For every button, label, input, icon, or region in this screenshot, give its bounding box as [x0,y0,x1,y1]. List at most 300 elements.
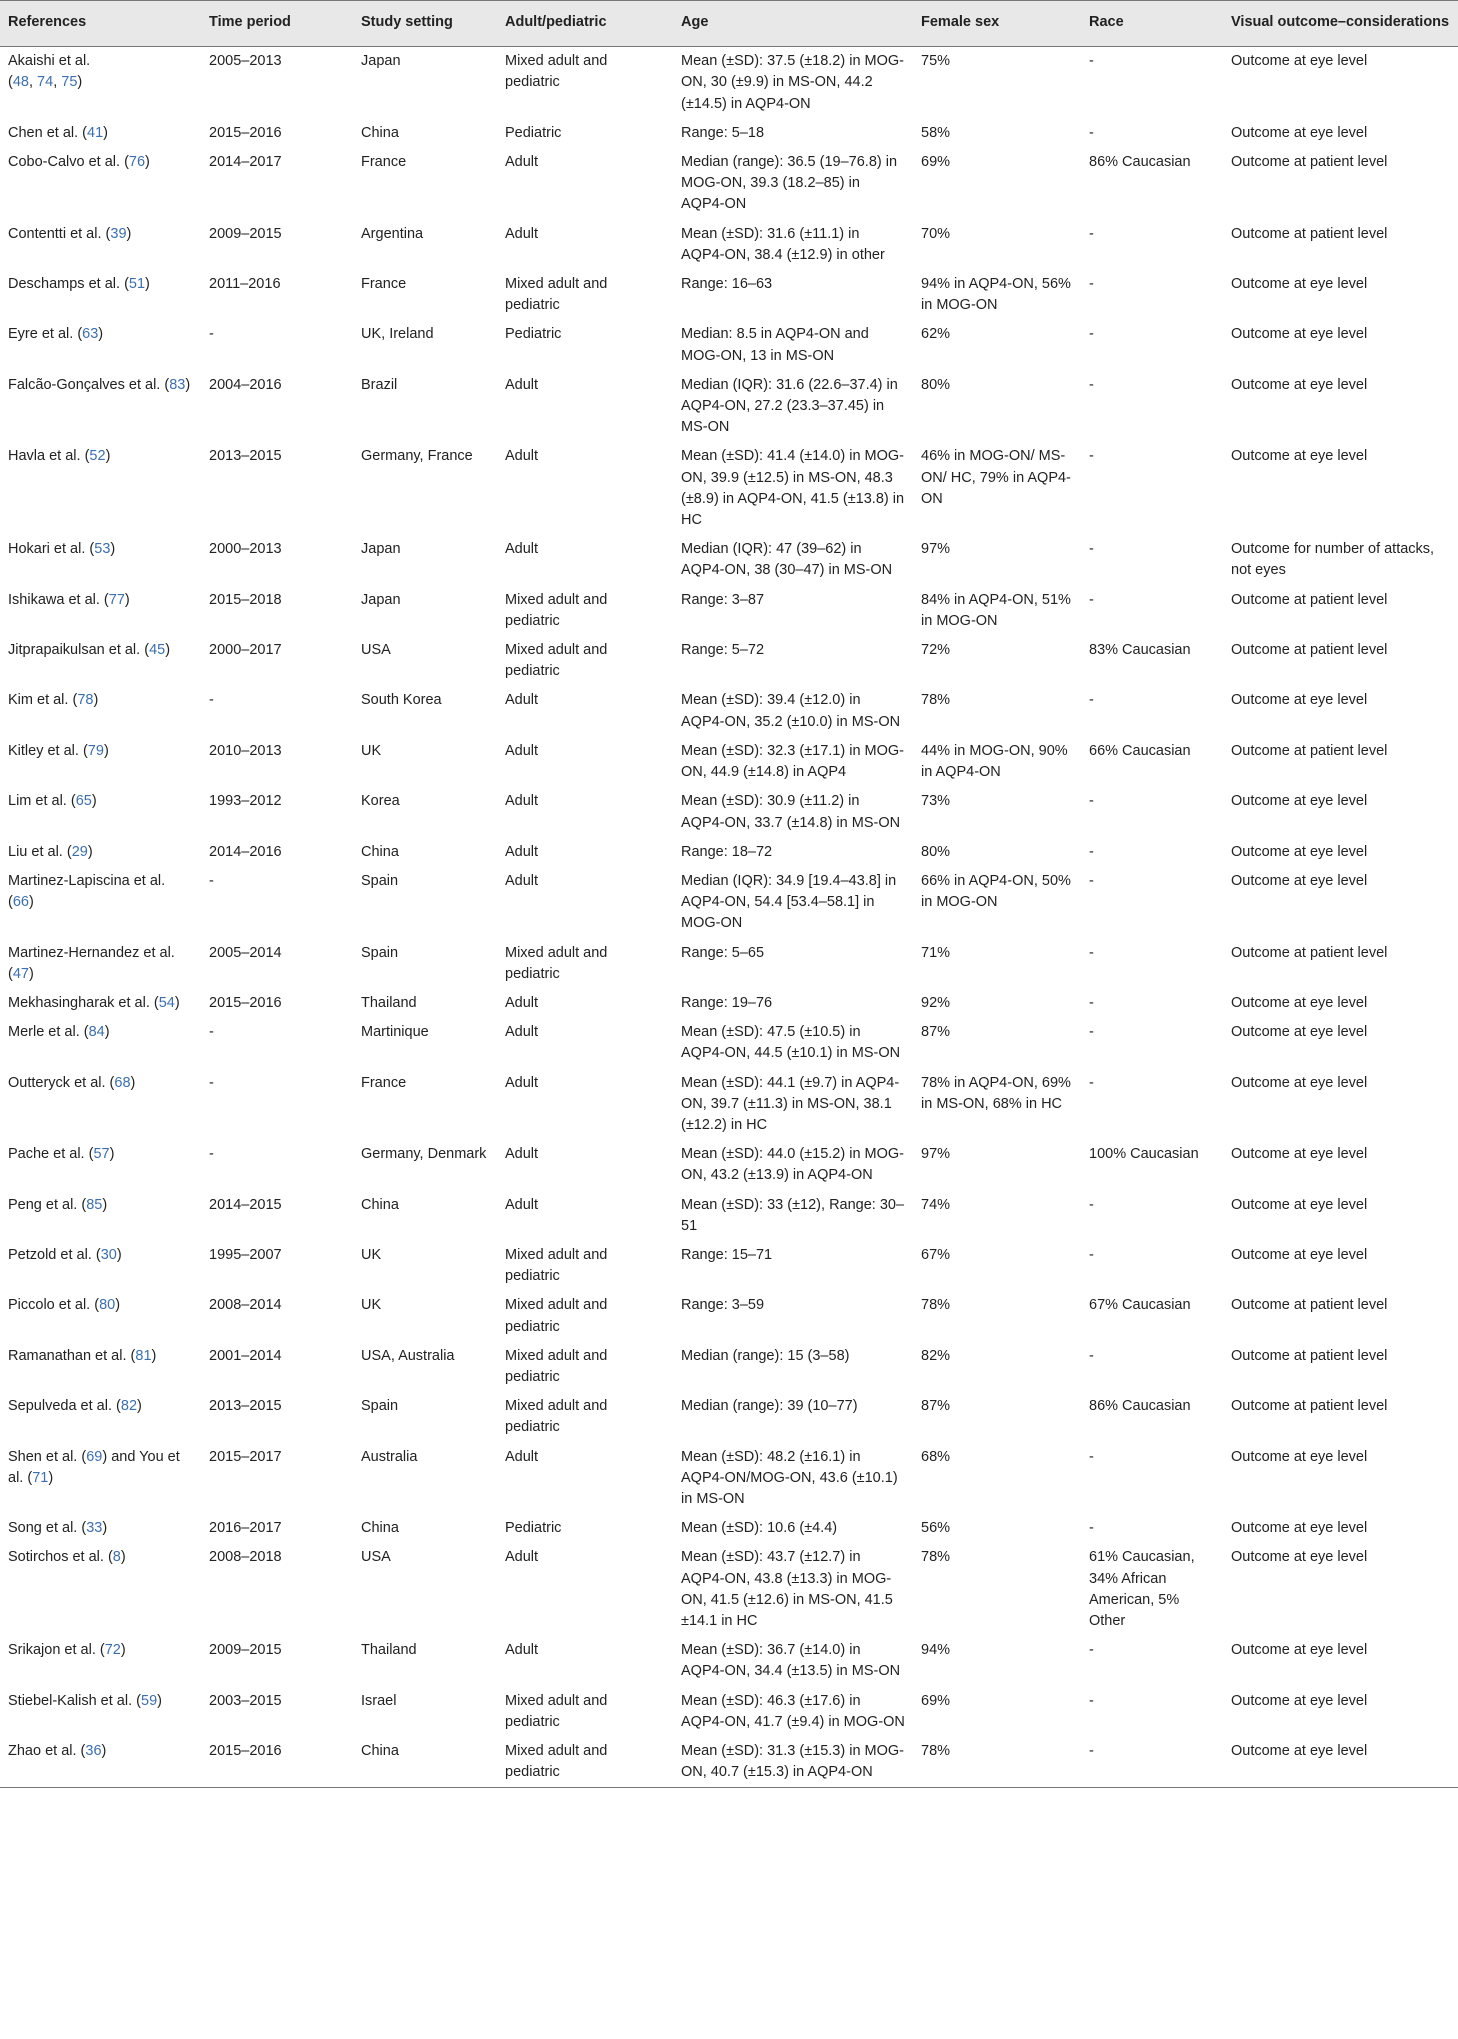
outcome-cell: Outcome at eye level [1231,124,1368,141]
study-setting-cell: Spain [361,1398,399,1415]
reference-cell: Zhao et al. (36) [8,1743,107,1760]
adult-pediatric-cell: Mixed adult and pediatric [505,1246,608,1285]
adult-pediatric-cell: Adult [505,994,539,1011]
time-period-cell: 2009–2015 [209,225,282,242]
reference-authors: Piccolo et al. [8,1297,91,1314]
female-sex-cell: 78% [921,1549,951,1566]
time-period-cell: 1995–2007 [209,1246,282,1263]
reference-authors: Ishikawa et al. [8,591,100,608]
citation-link[interactable]: 84 [88,1024,105,1041]
table-row [0,939,1458,989]
reference-cell: Kitley et al. (79) [8,742,109,759]
study-setting-cell: USA [361,642,391,659]
age-cell: Mean (±SD): 48.2 (±16.1) in AQP4-ON/MOG-ON, 43.6 (±10.1) in MS-ON [681,1448,898,1507]
citation-link[interactable]: 47 [12,965,29,982]
age-cell: Median (range): 36.5 (19–76.8) in MOG-ON, 39.3 (18.2–85) in AQP4-ON [681,154,898,213]
reference-authors: Lim et al. [8,793,67,810]
time-period-cell: 2008–2014 [209,1297,282,1314]
study-setting-cell: Brazil [361,376,398,393]
outcome-cell: Outcome at patient level [1231,944,1388,961]
outcome-cell: Outcome at patient level [1231,154,1388,171]
outcome-cell: Outcome at eye level [1231,1549,1368,1566]
reference-authors: Mekhasingharak et al. [8,994,150,1011]
table-row [0,270,1458,320]
female-sex-cell: 82% [921,1347,951,1364]
study-setting-cell: Thailand [361,994,417,1011]
table-row [0,737,1458,787]
col-header: Time period [201,1,353,47]
adult-pediatric-cell: Adult [505,225,539,242]
reference-authors: Ramanathan et al. [8,1347,127,1364]
adult-pediatric-cell: Adult [505,843,539,860]
female-sex-cell: 58% [921,124,951,141]
table-row [0,220,1458,270]
reference-cell: Peng et al. (85) [8,1196,108,1213]
reference-cell: Outteryck et al. (68) [8,1074,136,1091]
time-period-cell: 2000–2013 [209,541,282,558]
citation-link[interactable]: 63 [82,326,99,343]
study-setting-cell: UK [361,742,382,759]
race-cell: - [1089,1246,1094,1263]
race-cell: - [1089,53,1094,70]
study-setting-cell: USA [361,1549,391,1566]
table-row [0,1018,1458,1068]
outcome-cell: Outcome at eye level [1231,376,1368,393]
age-cell: Mean (±SD): 30.9 (±11.2) in AQP4-ON, 33.7 (±14.8) in MS-ON [681,793,901,831]
reference-authors: Srikajon et al. [8,1642,96,1659]
table-row [0,1241,1458,1291]
age-cell: Range: 3–59 [681,1297,765,1314]
female-sex-cell: 87% [921,1024,951,1041]
adult-pediatric-cell: Adult [505,692,539,709]
table-body [0,47,1458,1788]
female-sex-cell: 73% [921,793,951,810]
citation-link[interactable]: 85 [86,1196,103,1213]
race-cell: 100% Caucasian [1089,1146,1199,1163]
citation-link[interactable]: 81 [135,1347,152,1364]
adult-pediatric-cell: Adult [505,154,539,171]
study-setting-cell: USA, Australia [361,1347,455,1364]
outcome-cell: Outcome at eye level [1231,1743,1368,1760]
study-setting-cell: Spain [361,944,399,961]
outcome-cell: Outcome at eye level [1231,872,1368,889]
citation-link[interactable]: 8 [112,1549,121,1566]
outcome-cell: Outcome at eye level [1231,1196,1368,1213]
citation-link[interactable]: 76 [128,154,146,171]
study-setting-cell: France [361,276,407,293]
reference-cell: Sepulveda et al. (82) [8,1398,142,1415]
study-setting-cell: Germany, France [361,448,473,465]
reference-cell: Akaishi et al. (48, 74, 75) [8,53,91,91]
study-setting-cell: Japan [361,53,401,70]
age-cell: Median (IQR): 47 (39–62) in AQP4-ON, 38 (30–47) in MS-ON [681,541,893,579]
reference-cell: Song et al. (33) [8,1520,108,1537]
adult-pediatric-cell: Adult [505,872,539,889]
time-period-cell: 2015–2016 [209,124,282,141]
reference-cell: Shen et al. (69) and You et al. (71) [8,1448,180,1486]
table-row [0,1514,1458,1543]
outcome-cell: Outcome at eye level [1231,994,1368,1011]
reference-authors: Jitprapaikulsan et al. [8,642,141,659]
study-setting-cell: China [361,1196,399,1213]
reference-authors: Hokari et al. [8,541,86,558]
race-cell: - [1089,448,1094,465]
citation-link[interactable]: 45 [149,642,166,659]
adult-pediatric-cell: Adult [505,1146,539,1163]
adult-pediatric-cell: Pediatric [505,124,562,141]
outcome-cell: Outcome at eye level [1231,793,1368,810]
study-setting-cell: UK, Ireland [361,326,434,343]
table-row [0,636,1458,686]
adult-pediatric-cell: Mixed adult and pediatric [505,276,608,314]
race-cell: - [1089,225,1094,242]
table-row [0,119,1458,148]
citation-link[interactable]: 79 [87,742,104,759]
citation-link[interactable]: 51 [128,276,146,293]
adult-pediatric-cell: Adult [505,1549,539,1566]
age-cell: Range: 19–76 [681,994,773,1011]
reference-cell: Mekhasingharak et al. (54) [8,994,180,1011]
reference-authors: and You et al. [8,1448,180,1486]
race-cell: 66% Caucasian [1089,742,1191,759]
reference-cell: Chen et al. (41) [8,124,108,141]
study-setting-cell: China [361,124,399,141]
race-cell: - [1089,124,1094,141]
reference-authors: Merle et al. [8,1024,80,1041]
time-period-cell: 2014–2016 [209,843,282,860]
female-sex-cell: 80% [921,376,951,393]
table-row [0,1342,1458,1392]
female-sex-cell: 84% in AQP4-ON, 51% in MOG-ON [921,591,1071,629]
time-period-cell: 2000–2017 [209,642,282,659]
time-period-cell: 2004–2016 [209,376,282,393]
table-row [0,535,1458,585]
col-header: Female sex [913,1,1081,47]
outcome-cell: Outcome at eye level [1231,1448,1368,1465]
reference-authors: Contentti et al. [8,225,102,242]
adult-pediatric-cell: Adult [505,1196,539,1213]
age-cell: Mean (±SD): 44.0 (±15.2) in MOG-ON, 43.2 (±13.9) in AQP4-ON [681,1146,905,1184]
female-sex-cell: 97% [921,1146,951,1163]
reference-cell: Eyre et al. (63) [8,326,104,343]
race-cell: - [1089,944,1094,961]
col-header: Study setting [353,1,497,47]
reference-authors: Falcão-Gonçalves et al. [8,376,161,393]
reference-authors: Liu et al. [8,843,63,860]
header-row [0,1,1458,47]
race-cell: - [1089,1196,1094,1213]
citation-link[interactable]: 57 [93,1146,110,1163]
outcome-cell: Outcome at patient level [1231,642,1388,659]
age-cell: Mean (±SD): 39.4 (±12.0) in AQP4-ON, 35.2 (±10.0) in MS-ON [681,692,901,730]
adult-pediatric-cell: Mixed adult and pediatric [505,1398,608,1436]
time-period-cell: 2015–2016 [209,994,282,1011]
citation-link[interactable]: 41 [87,124,104,141]
reference-cell: Ishikawa et al. (77) [8,591,130,608]
reference-authors: Pache et al. [8,1146,85,1163]
reference-cell: Cobo-Calvo et al. (76) [8,154,150,171]
outcome-cell: Outcome at eye level [1231,448,1368,465]
adult-pediatric-cell: Mixed adult and pediatric [505,53,608,91]
outcome-cell: Outcome at patient level [1231,742,1388,759]
reference-authors: Song et al. [8,1520,78,1537]
age-cell: Range: 5–72 [681,642,765,659]
citation-link[interactable]: 69 [86,1448,103,1465]
female-sex-cell: 97% [921,541,951,558]
table-row [0,1443,1458,1515]
age-cell: Median (IQR): 31.6 (22.6–37.4) in AQP4-ON, 27.2 (23.3–37.45) in MS-ON [681,376,898,436]
citation-link[interactable]: 68 [114,1074,131,1091]
time-period-cell: 2016–2017 [209,1520,282,1537]
race-cell: 86% Caucasian [1089,154,1191,171]
reference-cell: Havla et al. (52) [8,448,111,465]
table-row [0,787,1458,837]
adult-pediatric-cell: Adult [505,1074,539,1091]
age-cell: Mean (±SD): 31.6 (±11.1) in AQP4-ON, 38.4 (±12.9) in other [681,225,885,263]
outcome-cell: Outcome at patient level [1231,1398,1388,1415]
race-cell: - [1089,872,1094,889]
time-period-cell: 2014–2015 [209,1196,282,1213]
outcome-cell: Outcome at patient level [1231,591,1388,608]
outcome-cell: Outcome at patient level [1231,225,1388,242]
reference-authors: Kitley et al. [8,742,79,759]
adult-pediatric-cell: Adult [505,376,539,393]
race-cell: - [1089,376,1094,393]
study-setting-cell: Argentina [361,225,424,242]
reference-cell: Jitprapaikulsan et al. (45) [8,642,171,659]
citation-link[interactable]: 71 [32,1469,49,1486]
reference-cell: Merle et al. (84) [8,1024,110,1041]
age-cell: Range: 5–65 [681,944,765,961]
female-sex-cell: 56% [921,1520,951,1537]
table-row [0,838,1458,867]
female-sex-cell: 78% in AQP4-ON, 69% in MS-ON, 68% in HC [921,1074,1071,1112]
race-cell: 61% Caucasian, 34% African American, 5% Other [1089,1549,1195,1629]
race-cell: - [1089,1448,1094,1465]
reference-cell: Hokari et al. (53) [8,541,116,558]
citation-link[interactable]: 78 [77,692,94,709]
race-cell: - [1089,1642,1094,1659]
female-sex-cell: 92% [921,994,951,1011]
citation-link[interactable]: 39 [110,225,127,242]
female-sex-cell: 94% [921,1642,951,1659]
table-row [0,867,1458,939]
female-sex-cell: 75% [921,53,951,70]
female-sex-cell: 66% in AQP4-ON, 50% in MOG-ON [921,872,1071,911]
outcome-cell: Outcome at eye level [1231,1024,1368,1041]
study-setting-cell: Martinique [361,1024,429,1041]
col-header: Visual outcome–considerations [1223,1,1458,47]
reference-authors: Havla et al. [8,448,81,465]
study-setting-cell: Israel [361,1692,397,1709]
table-header [0,1,1458,47]
citation-link[interactable]: 66 [12,894,29,911]
age-cell: Mean (±SD): 37.5 (±18.2) in MOG-ON, 30 (±9.9) in MS-ON, 44.2 (±14.5) in AQP4-ON [681,53,905,112]
study-setting-cell: Japan [361,541,401,558]
table-row [0,1291,1458,1341]
time-period-cell: - [209,692,214,709]
time-period-cell: 2010–2013 [209,742,282,759]
citation-link[interactable]: 48 [12,74,29,91]
adult-pediatric-cell: Adult [505,448,539,465]
citation-link[interactable]: 72 [104,1642,121,1659]
study-setting-cell: Korea [361,793,400,810]
outcome-cell: Outcome at eye level [1231,276,1368,293]
table-row [0,148,1458,220]
race-cell: - [1089,1074,1094,1091]
outcome-cell: Outcome at eye level [1231,326,1368,343]
reference-authors: Cobo-Calvo et al. [8,154,121,171]
reference-authors: Shen et al. [8,1448,78,1465]
table-row [0,1069,1458,1141]
citation-link[interactable]: 82 [120,1398,138,1415]
reference-cell: Petzold et al. (30) [8,1246,122,1263]
age-cell: Mean (±SD): 36.7 (±14.0) in AQP4-ON, 34.4 (±13.5) in MS-ON [681,1642,901,1680]
citation-link[interactable]: 54 [158,994,175,1011]
race-cell: 86% Caucasian [1089,1398,1191,1415]
race-cell: - [1089,1743,1094,1760]
female-sex-cell: 68% [921,1448,951,1465]
age-cell: Mean (±SD): 33 (±12), Range: 30–51 [681,1196,905,1234]
outcome-cell: Outcome at eye level [1231,1246,1368,1263]
table-row [0,1392,1458,1442]
table-row [0,686,1458,736]
reference-cell: Ramanathan et al. (81) [8,1347,157,1364]
reference-cell: Lim et al. (65) [8,793,97,810]
reference-cell: Martinez-Lapiscina et al. (66) [8,872,166,911]
outcome-cell: Outcome at eye level [1231,1146,1368,1163]
reference-cell: Martinez-Hernandez et al. (47) [8,944,175,982]
citation-link[interactable]: 36 [85,1743,102,1760]
time-period-cell: 2014–2017 [209,154,282,171]
female-sex-cell: 74% [921,1196,951,1213]
col-header: Adult/pediatric [497,1,673,47]
age-cell: Mean (±SD): 43.7 (±12.7) in AQP4-ON, 43.8 (±13.3) in MOG-ON, 41.5 (±12.6) in MS-ON, 41.5 ±14.1 in HC [681,1549,893,1629]
table-row [0,320,1458,370]
reference-authors: Stiebel-Kalish et al. [8,1692,133,1709]
age-cell: Range: 3–87 [681,591,765,608]
age-cell: Mean (±SD): 31.3 (±15.3) in MOG-ON, 40.7 (±15.3) in AQP4-ON [681,1743,905,1781]
race-cell: 83% Caucasian [1089,642,1191,659]
age-cell: Median (range): 15 (3–58) [681,1347,850,1364]
outcome-cell: Outcome at eye level [1231,1520,1368,1537]
adult-pediatric-cell: Mixed adult and pediatric [505,1347,608,1385]
age-cell: Median: 8.5 in AQP4-ON and MOG-ON, 13 in MS-ON [681,326,869,364]
citation-link[interactable]: 53 [94,541,111,558]
study-setting-cell: France [361,1074,407,1091]
race-cell: 67% Caucasian [1089,1297,1191,1314]
age-cell: Range: 18–72 [681,843,773,860]
reference-authors: Petzold et al. [8,1246,92,1263]
citation-link[interactable]: 65 [75,793,92,810]
study-setting-cell: China [361,1520,399,1537]
adult-pediatric-cell: Mixed adult and pediatric [505,642,608,680]
female-sex-cell: 78% [921,692,951,709]
time-period-cell: 2008–2018 [209,1549,282,1566]
reference-cell: Piccolo et al. (80) [8,1297,121,1314]
outcome-cell: Outcome at eye level [1231,1642,1368,1659]
citation-link[interactable]: 30 [100,1246,117,1263]
citation-link[interactable]: 83 [169,376,186,393]
outcome-cell: Outcome at eye level [1231,1692,1368,1709]
table-row [0,1191,1458,1241]
citation-link[interactable]: 75 [61,74,78,91]
citation-link[interactable]: 52 [89,448,106,465]
time-period-cell: 2013–2015 [209,448,282,465]
age-cell: Mean (±SD): 47.5 (±10.5) in AQP4-ON, 44.5 (±10.1) in MS-ON [681,1024,901,1062]
female-sex-cell: 69% [921,154,951,171]
age-cell: Range: 16–63 [681,276,773,293]
time-period-cell: - [209,872,214,889]
adult-pediatric-cell: Mixed adult and pediatric [505,944,608,982]
adult-pediatric-cell: Adult [505,541,539,558]
study-setting-cell: China [361,1743,399,1760]
outcome-cell: Outcome at eye level [1231,843,1368,860]
reference-cell: Liu et al. (29) [8,843,93,860]
age-cell: Mean (±SD): 10.6 (±4.4) [681,1520,838,1537]
reference-authors: Martinez-Lapiscina et al. [8,872,166,889]
study-setting-cell: Germany, Denmark [361,1146,487,1163]
table-row [0,371,1458,443]
time-period-cell: 2015–2018 [209,591,282,608]
reference-authors: Martinez-Hernandez et al. [8,944,175,961]
citation-link[interactable]: 29 [71,843,88,860]
study-setting-cell: France [361,154,407,171]
col-header: References [0,1,201,47]
citation-link[interactable]: 80 [99,1297,116,1314]
age-cell: Median (range): 39 (10–77) [681,1398,858,1415]
female-sex-cell: 46% in MOG-ON/ MS-ON/ HC, 79% in AQP4-ON [921,448,1071,507]
citation-link[interactable]: 59 [141,1692,158,1709]
reference-cell: Sotirchos et al. (8) [8,1549,126,1566]
study-setting-cell: South Korea [361,692,442,709]
female-sex-cell: 80% [921,843,951,860]
citation-link[interactable]: 33 [86,1520,103,1537]
col-header: Race [1081,1,1223,47]
table-row [0,586,1458,636]
race-cell: - [1089,1024,1094,1041]
adult-pediatric-cell: Adult [505,793,539,810]
female-sex-cell: 62% [921,326,951,343]
age-cell: Mean (±SD): 44.1 (±9.7) in AQP4-ON, 39.7 (±11.3) in MS-ON, 38.1 (±12.2) in HC [681,1074,900,1133]
race-cell: - [1089,793,1094,810]
female-sex-cell: 67% [921,1246,951,1263]
female-sex-cell: 72% [921,642,951,659]
citation-link[interactable]: 74 [37,74,54,91]
reference-cell: Falcão-Gonçalves et al. (83) [8,376,191,393]
race-cell: - [1089,591,1094,608]
race-cell: - [1089,276,1094,293]
time-period-cell: 2005–2014 [209,944,282,961]
race-cell: - [1089,1347,1094,1364]
time-period-cell: 2011–2016 [209,276,281,293]
adult-pediatric-cell: Mixed adult and pediatric [505,1692,608,1730]
time-period-cell: - [209,1146,214,1163]
outcome-cell: Outcome at eye level [1231,1074,1368,1091]
adult-pediatric-cell: Adult [505,1448,539,1465]
time-period-cell: 2005–2013 [209,53,282,70]
study-setting-cell: UK [361,1297,382,1314]
race-cell: - [1089,1692,1094,1709]
reference-cell: Pache et al. (57) [8,1146,115,1163]
race-cell: - [1089,843,1094,860]
table-row [0,47,1458,119]
reference-authors: Chen et al. [8,124,79,141]
citation-link[interactable]: 77 [108,591,125,608]
time-period-cell: 2001–2014 [209,1347,282,1364]
time-period-cell: 2015–2017 [209,1448,282,1465]
study-setting-cell: China [361,843,399,860]
